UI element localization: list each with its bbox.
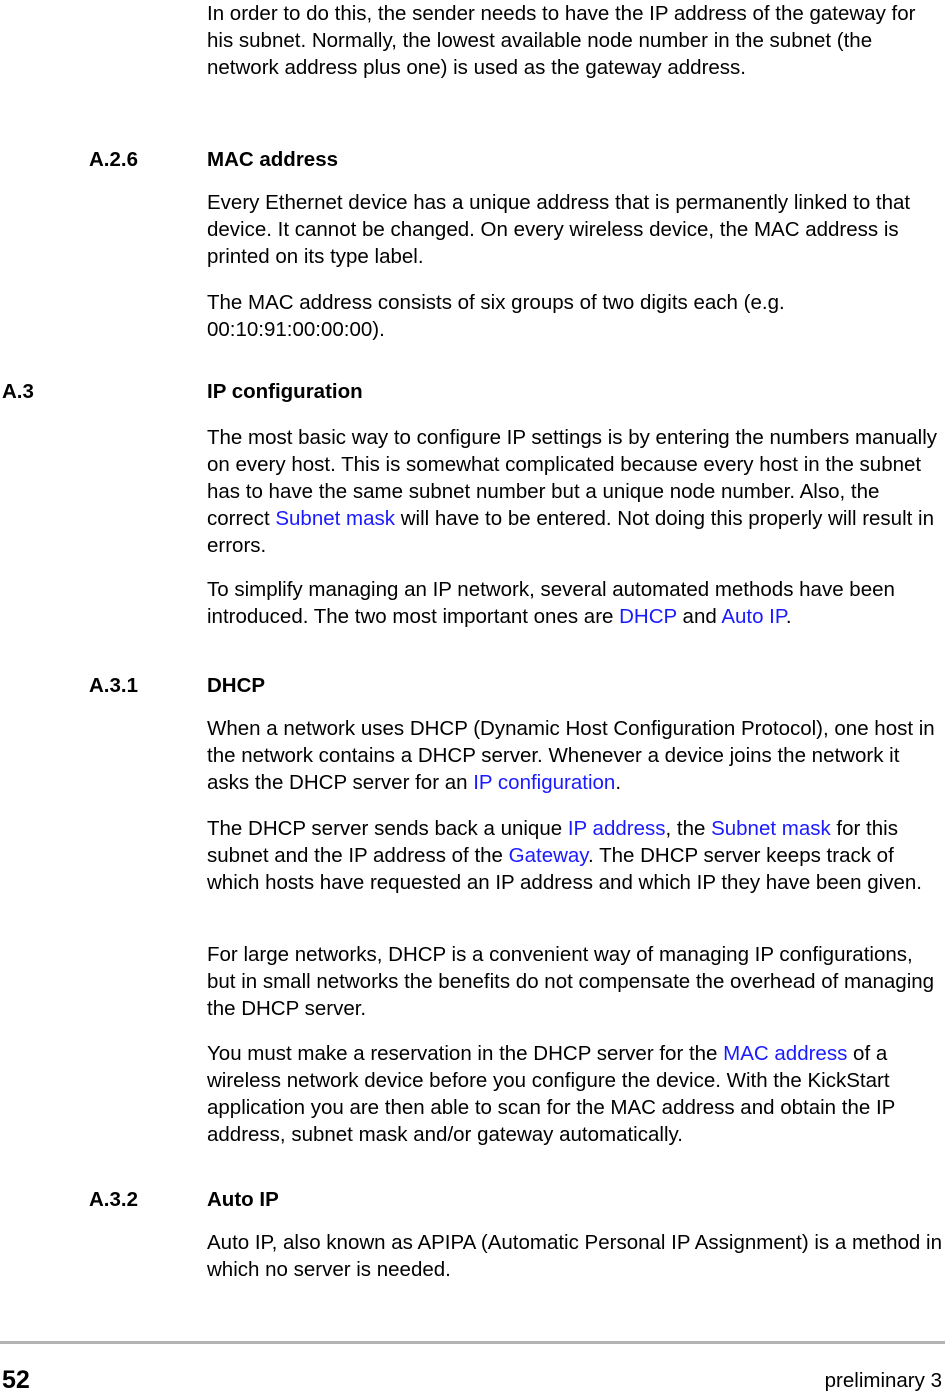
paragraph-dhcp-response <box>207 815 945 896</box>
footer-rule <box>0 1341 945 1344</box>
link-subnet-mask[interactable]: Subnet mask <box>275 507 396 530</box>
paragraph-dhcp-large-networks: For large networks, DHCP is a convenient way of managing IP configurations, but in small networks the benefits do not compensate the overhead of managing the DHCP server. <box>207 943 935 1020</box>
page-number: 52 <box>2 1366 30 1394</box>
text-run: , the <box>665 817 712 840</box>
link-dhcp[interactable]: DHCP <box>619 605 677 628</box>
link-ip-address[interactable]: IP address <box>567 817 666 840</box>
text-run: and <box>676 605 722 628</box>
text-run: When a network uses DHCP (Dynamic Host Configuration Protocol), one host in the network contains a DHCP server. Whenever a device joins the network it asks the DHCP server for an <box>207 717 935 794</box>
link-gateway[interactable]: Gateway <box>508 844 589 867</box>
text-run: will have to be entered. Not doing this properly will result in errors. <box>207 507 934 557</box>
paragraph-manual-config <box>207 424 945 559</box>
paragraph-mac-format: The MAC address consists of six groups of two digits each (e.g. 00:10:91:00:00:00). <box>207 291 785 341</box>
text-run: of a wireless network device before you configure the device. With the KickStart application you are then able to scan for the MAC address and obtain the IP address, subnet mask and/or gateway automatically. <box>207 1042 895 1146</box>
text-run: The most basic way to configure IP settings is by entering the numbers manually on every host. This is somewhat complicated because every host in the subnet has to have the same subnet number but a unique node number. Also, the correct <box>207 426 938 530</box>
section-number-a26: A.2.6 <box>89 148 138 171</box>
link-auto-ip[interactable]: Auto IP <box>721 605 786 628</box>
paragraph-automated-methods <box>207 576 945 630</box>
section-title-dhcp: DHCP <box>207 674 266 697</box>
link-ip-configuration[interactable]: IP configuration <box>473 771 616 794</box>
text-run: . <box>785 605 792 628</box>
text-run: The DHCP server sends back a unique <box>207 817 568 840</box>
link-subnet-mask[interactable]: Subnet mask <box>711 817 831 840</box>
text-run: . <box>615 771 622 794</box>
paragraph-auto-ip: Auto IP, also known as APIPA (Automatic Personal IP Assignment) is a method in which no server is needed. <box>207 1231 942 1281</box>
paragraph-gateway-intro: In order to do this, the sender needs to have the IP address of the gateway for his subnet. Normally, the lowest available node number in the subnet (the network address plus one) is used as the gateway address. <box>207 2 916 79</box>
paragraph-dhcp-intro <box>207 715 945 796</box>
text-run: You must make a reservation in the DHCP server for the <box>207 1042 724 1065</box>
paragraph-mac-unique: Every Ethernet device has a unique address that is permanently linked to that device. It cannot be changed. On every wireless device, the MAC address is printed on its type label. <box>207 191 911 268</box>
section-title-auto-ip: Auto IP <box>207 1188 279 1211</box>
section-number-a31: A.3.1 <box>89 674 138 697</box>
text-run: To simplify managing an IP network, several automated methods have been introduced. The two most important ones are <box>207 578 895 628</box>
section-number-a3: A.3 <box>2 380 34 403</box>
link-mac-address[interactable]: MAC address <box>723 1042 848 1065</box>
section-title-ip-configuration: IP configuration <box>207 380 363 403</box>
section-number-a32: A.3.2 <box>89 1188 138 1211</box>
text-run: for this subnet and the IP address of the <box>207 817 898 867</box>
paragraph-dhcp-reservation <box>207 1040 945 1148</box>
section-title-mac-address: MAC address <box>207 148 339 171</box>
text-run: . The DHCP server keeps track of which hosts have requested an IP address and which IP they have been given. <box>207 844 922 894</box>
footer-label: preliminary 3 <box>824 1369 942 1392</box>
